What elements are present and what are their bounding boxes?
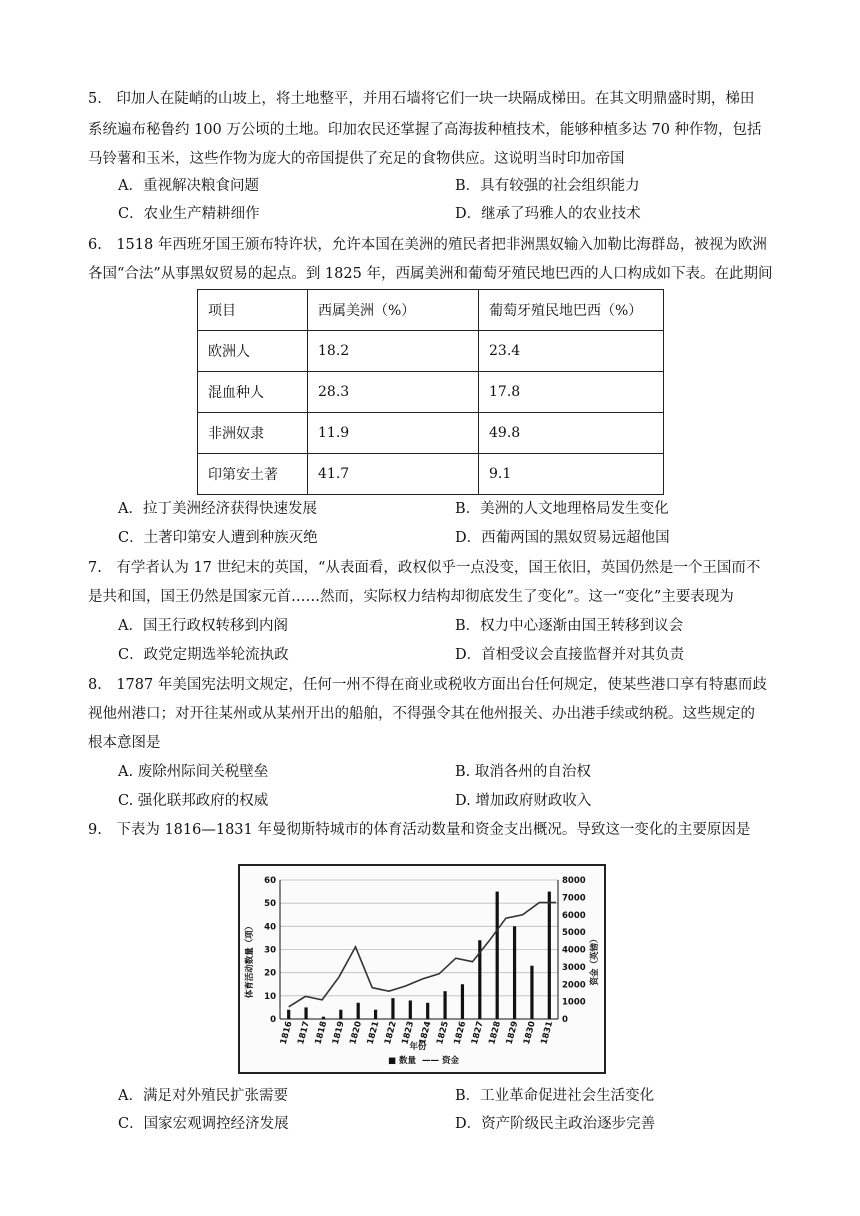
table-cell: 非洲奴隶 (198, 413, 308, 454)
table-cell: 17.8 (479, 372, 664, 413)
q8-option-a: A. 废除州际间关税壁垒 (118, 764, 269, 780)
table-cell: 混血种人 (198, 372, 308, 413)
q5-option-b: B．具有较强的社会组织能力 (455, 178, 640, 194)
q9-option-d: D．资产阶级民主政治逐步完善 (455, 1116, 656, 1132)
chart-bar (374, 1010, 377, 1019)
q6-option-c: C．土著印第安人遭到种族灭绝 (118, 530, 318, 546)
chart-x-tick-label: 1819 (330, 1020, 347, 1046)
chart-y2-tick-label: 3000 (562, 962, 586, 973)
chart-bar (391, 998, 394, 1019)
chart-x-tick-label: 1826 (452, 1020, 469, 1046)
chart-bar (304, 1007, 307, 1019)
chart-bar (461, 984, 464, 1019)
q7-option-c: C．政党定期选举轮流执政 (118, 647, 289, 663)
chart-legend-bar: ■ 数量 (388, 1056, 416, 1066)
chart-bar (513, 926, 516, 1019)
q8-stem-line-3: 根本意图是 (88, 735, 161, 751)
chart-y2-tick-label: 5000 (562, 928, 586, 939)
q5-option-a: A．重视解决粮食问题 (118, 178, 259, 194)
q5-option-d: D．继承了玛雅人的农业技术 (455, 206, 641, 222)
chart-bar (530, 966, 533, 1019)
chart-x-tick-label: 1816 (278, 1020, 295, 1046)
chart-x-tick-label: 1818 (313, 1020, 330, 1046)
table-header-cell: 项目 (198, 290, 308, 331)
chart-y2-axis-label: 资金（英镑） (590, 934, 600, 986)
chart-x-tick-label: 1828 (487, 1020, 504, 1046)
q7-option-a: A．国王行政权转移到内阁 (118, 618, 288, 634)
chart-x-tick-label: 1822 (383, 1020, 399, 1046)
q5-stem-line-3: 马铃薯和玉米，这些作物为庞大的帝国提供了充足的食物供应。这说明当时印加帝国 (88, 151, 625, 167)
q8-option-b: B. 取消各州的自治权 (455, 764, 591, 780)
chart-x-tick-label: 1829 (504, 1020, 521, 1046)
chart-x-tick-label: 1827 (469, 1020, 486, 1046)
q8-option-c: C. 强化联邦政府的权威 (118, 793, 269, 809)
table-cell: 11.9 (308, 413, 479, 454)
table-cell: 41.7 (308, 454, 479, 495)
chart-y2-tick-label: 0 (562, 1015, 568, 1025)
chart-y2-tick-label: 6000 (562, 910, 586, 921)
table-cell: 18.2 (308, 331, 479, 372)
chart-y-tick-label: 40 (264, 922, 276, 933)
chart-y-tick-label: 0 (270, 1015, 276, 1025)
q5-option-c: C．农业生产精耕细作 (118, 206, 260, 222)
chart-y-tick-label: 50 (264, 899, 276, 910)
chart-y2-tick-label: 2000 (562, 980, 586, 991)
sports-activity-chart (238, 864, 606, 1074)
table-cell: 23.4 (479, 331, 664, 372)
q9-option-a: A．满足对外殖民扩张需要 (118, 1088, 288, 1104)
table-cell: 49.8 (479, 413, 664, 454)
chart-x-tick-label: 1825 (435, 1020, 451, 1046)
chart-bar (339, 1010, 342, 1019)
chart-bar (548, 892, 551, 1019)
chart-x-tick-label: 1824 (417, 1020, 434, 1046)
q8-stem-line-2: 视他州港口；对开往某州或从某州开出的船舶，不得强令其在他州报关、办出港手续或纳税。这些规定的 (88, 706, 755, 722)
chart-y2-tick-label: 8000 (562, 876, 586, 886)
chart-x-tick-label: 1823 (400, 1020, 417, 1046)
table-cell: 28.3 (308, 372, 479, 413)
q7-stem-line-1: 7. 有学者认为 17 世纪末的英国，“从表面看，政权似乎一点没变，国王依旧，英国仍然是一个王国而不 (88, 560, 761, 576)
chart-y2-tick-label: 7000 (562, 893, 586, 904)
q9-stem-line-1: 9. 下表为 1816—1831 年曼彻斯特城市的体育活动数量和资金支出概况。导致这一变化的主要原因是 (88, 822, 751, 838)
table-row (198, 331, 664, 372)
chart-bar (409, 1000, 412, 1019)
chart-y-tick-label: 30 (264, 945, 276, 956)
q6-option-d: D．西葡两国的黑奴贸易远超他国 (455, 530, 670, 546)
chart-y-tick-label: 60 (264, 876, 276, 886)
chart-x-axis-label: 年份 (409, 1042, 427, 1052)
chart-x-tick-label: 1817 (296, 1020, 312, 1046)
q9-option-c: C．国家宏观调控经济发展 (118, 1116, 289, 1132)
chart-bar (426, 1003, 429, 1019)
chart-y-tick-label: 20 (264, 968, 276, 979)
q6-option-b: B．美洲的人文地理格局发生变化 (455, 501, 669, 517)
q6-stem-line-1: 6. 1518 年西班牙国王颁布特许状，允许本国在美洲的殖民者把非洲黑奴输入加勒比海群岛，被视为欧洲 (88, 237, 767, 253)
chart-x-tick-label: 1821 (365, 1020, 382, 1046)
table-cell: 印第安土著 (198, 454, 308, 495)
chart-bar (496, 892, 499, 1019)
table-row (198, 454, 664, 495)
table-row (198, 413, 664, 454)
q5-stem-line-2: 系统遍布秘鲁约 100 万公顷的土地。印加农民还掌握了高海拔种植技术，能够种植多达 70 种作物，包括 (88, 122, 762, 138)
table-header-row (198, 290, 664, 331)
chart-x-tick-label: 1831 (539, 1020, 556, 1046)
table-row (198, 372, 664, 413)
q8-option-d: D. 增加政府财政收入 (455, 793, 592, 809)
chart-x-tick-label: 1820 (348, 1020, 365, 1046)
chart-y2-tick-label: 4000 (562, 945, 586, 956)
population-table (197, 289, 664, 495)
table-cell: 9.1 (479, 454, 664, 495)
chart-bar (322, 1017, 325, 1019)
q7-stem-line-2: 是共和国，国王仍然是国家元首……然而，实际权力结构却彻底发生了变化”。这一“变化”主要表现为 (88, 589, 734, 605)
q7-option-d: D．首相受议会直接监督并对其负责 (455, 647, 685, 663)
q6-option-a: A．拉丁美洲经济获得快速发展 (118, 501, 317, 517)
table-header-cell: 葡萄牙殖民地巴西（%） (479, 290, 664, 331)
chart-bar (357, 1003, 360, 1019)
q6-stem-line-2: 各国“合法”从事黑奴贸易的起点。到 1825 年，西属美洲和葡萄牙殖民地巴西的人口构成如下表。在此期间 (88, 266, 773, 282)
chart-bar (443, 991, 446, 1019)
q9-option-b: B．工业革命促进社会生活变化 (455, 1088, 655, 1104)
chart-y-axis-label: 体育活动数量（项） (245, 921, 255, 999)
chart-bar (287, 1010, 290, 1019)
q5-stem-line-1: 5. 印加人在陡峭的山坡上，将土地整平，并用石墙将它们一块一块隔成梯田。在其文明鼎盛时期，梯田 (88, 91, 755, 107)
q7-option-b: B．权力中心逐渐由国王转移到议会 (455, 618, 684, 634)
chart-x-tick-label: 1830 (522, 1020, 538, 1046)
chart-y2-tick-label: 1000 (562, 997, 586, 1008)
q8-stem-line-1: 8. 1787 年美国宪法明文规定，任何一州不得在商业或税收方面出台任何规定，使某些港口享有特惠而歧 (88, 677, 767, 693)
chart-svg (240, 866, 604, 1072)
table-cell: 欧洲人 (198, 331, 308, 372)
table-header-cell: 西属美洲（%） (308, 290, 479, 331)
chart-y-tick-label: 10 (264, 991, 276, 1002)
chart-legend-line: —— 资金 (422, 1056, 459, 1066)
